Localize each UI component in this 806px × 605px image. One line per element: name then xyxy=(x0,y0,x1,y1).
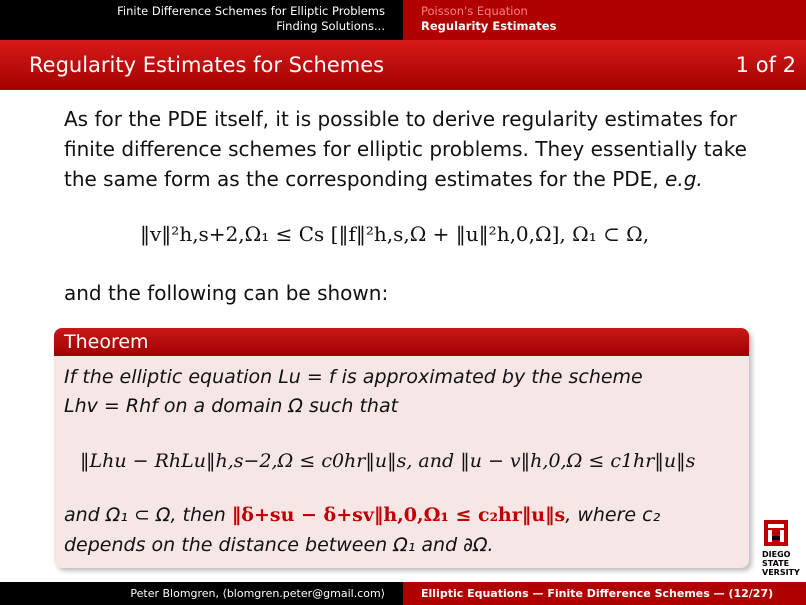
footer-right xyxy=(403,582,806,605)
theorem-line2: Lhv = Rhf on a domain Ω such that xyxy=(64,395,399,417)
header-right-line2[interactable]: Regularity Estimates xyxy=(421,19,557,33)
intro-text: As for the PDE itself, it is possible to derive regularity estimates for finite difference schemes for elliptic problems. They essentially take the same form as the corresponding estimates for the PDE, xyxy=(64,107,747,191)
theorem-line4-end: , where c₂ xyxy=(565,504,661,526)
frame-title: Regularity Estimates for Schemes xyxy=(29,53,385,77)
theorem-line1: If the elliptic equation Lu = f is approximated by the scheme xyxy=(64,366,643,388)
logo-line2: VERSITY xyxy=(762,568,800,577)
footer-author: Peter Blomgren, ⟨blomgren.peter@gmail.com⟩ xyxy=(130,587,385,600)
theorem-line3: ‖Lhu − RhLu‖h,s−2,Ω ≤ c0hr‖u‖s, and ‖u − v‖h,0,Ω ≤ c1hr‖u‖s xyxy=(80,450,696,472)
theorem-line4-start: and Ω₁ ⊂ Ω, then xyxy=(64,504,232,526)
following-text: and the following can be shown: xyxy=(64,281,389,305)
theorem-block xyxy=(54,328,749,568)
equation-text: ‖v‖²h,s+2,Ω₁ ≤ Cs [‖f‖²h,s,Ω + ‖u‖²h,0,Ω], Ω₁ ⊂ Ω, xyxy=(140,222,650,246)
header-left-line2[interactable]: Finding Solutions... xyxy=(276,19,385,33)
intro-paragraph xyxy=(64,104,764,194)
highlighted-estimate: ‖δ+su − δ+sv‖h,0,Ω₁ ≤ c₂hr‖u‖s xyxy=(231,504,566,526)
header-bar xyxy=(0,0,806,40)
frame-page-number: 1 of 2 xyxy=(735,53,796,77)
university-logo-text xyxy=(762,550,806,577)
theorem-line5: depends on the distance between Ω₁ and ∂Ω. xyxy=(64,534,494,556)
footer-left xyxy=(0,582,403,605)
footer-bar xyxy=(0,582,806,605)
footer-title: Elliptic Equations — Finite Difference Schemes — (12/27) xyxy=(421,587,774,600)
theorem-title: Theorem xyxy=(54,328,749,356)
logo-line1: DIEGO STATE xyxy=(762,550,791,568)
header-section-right xyxy=(403,0,806,40)
frame-title-bar xyxy=(0,40,806,90)
header-right-line1[interactable]: Poisson's Equation xyxy=(421,4,528,18)
header-left-line1[interactable]: Finite Difference Schemes for Elliptic Problems xyxy=(117,4,385,18)
eg-text: e.g. xyxy=(665,167,703,191)
regularity-equation xyxy=(140,222,649,246)
theorem-line4 xyxy=(64,504,660,526)
header-section-left xyxy=(0,0,403,40)
